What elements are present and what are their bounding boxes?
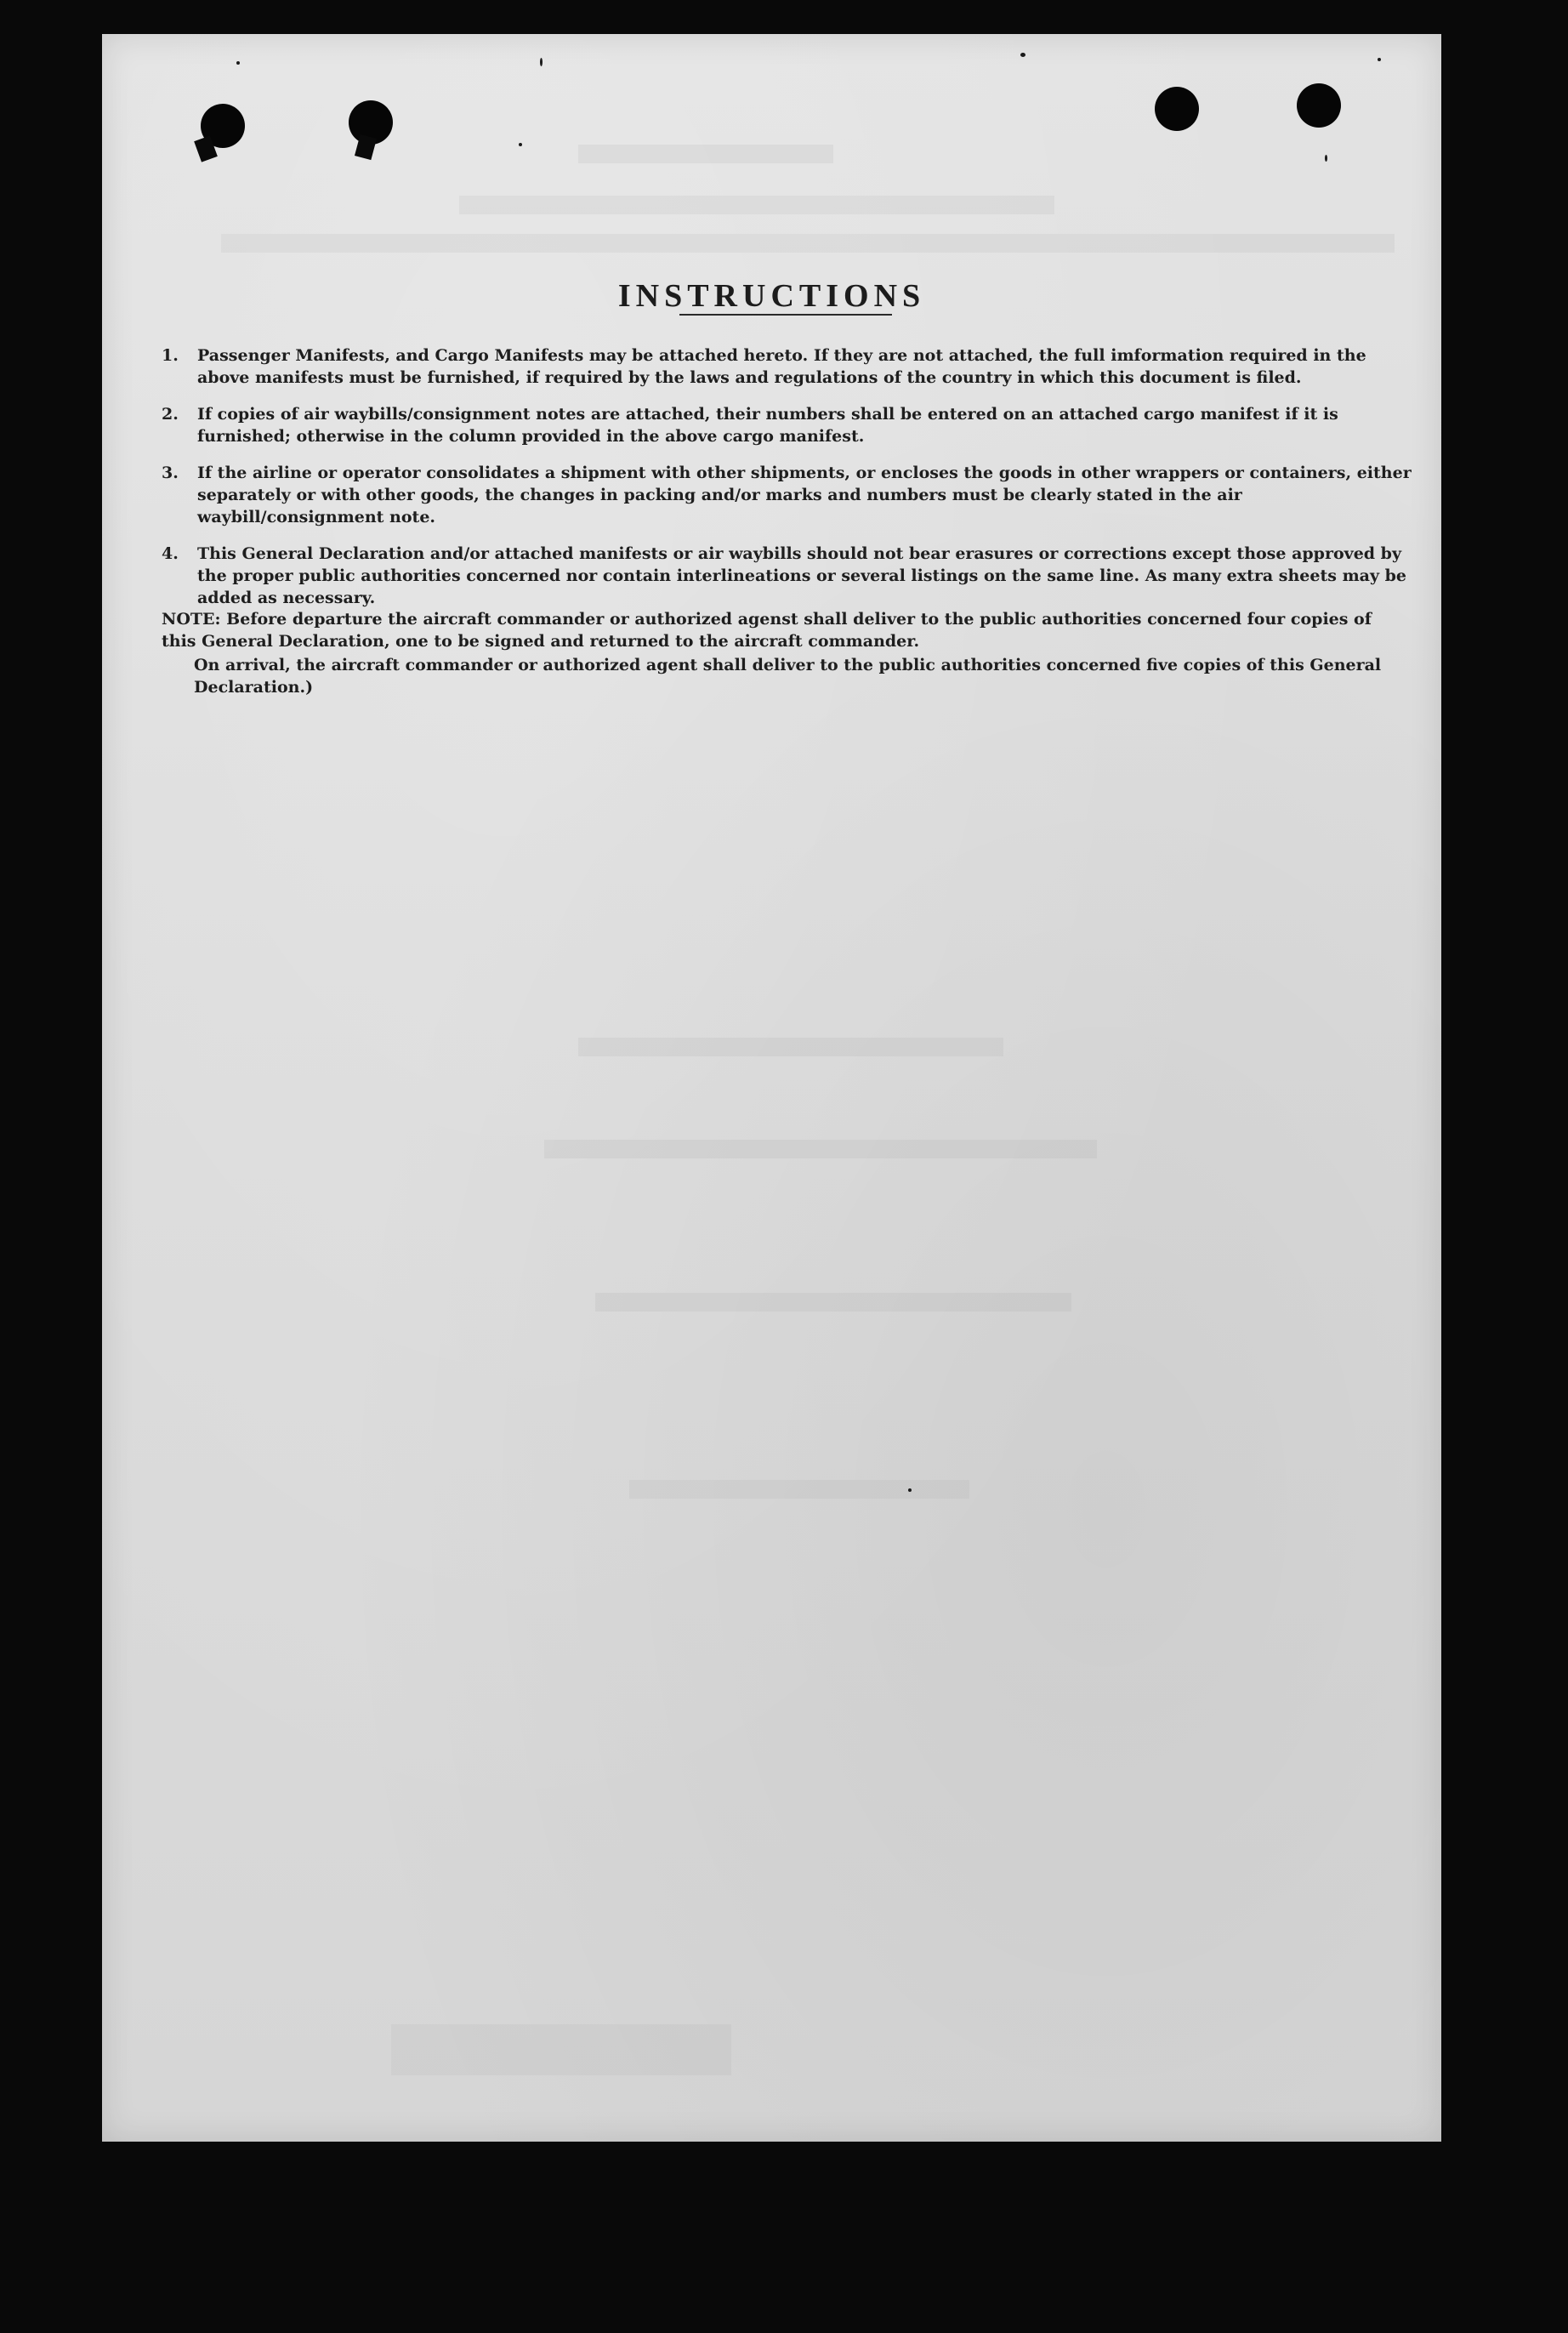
- note-paragraph-arrival: On arrival, the aircraft commander or authorized agent shall deliver to the public authorities concerned five copies of this General Declaration.): [194, 656, 1382, 697]
- note-block: [162, 608, 1412, 700]
- list-item: [162, 543, 1412, 609]
- item-text: This General Declaration and/or attached manifests or air waybills should not bear erasures or corrections except those approved by the proper public authorities concerned nor contain interlineations or several listings on the same line. As many extra sheets may be added as necessary.: [197, 544, 1407, 607]
- item-text: If copies of air waybills/consignment notes are attached, their numbers shall be entered on an attached cargo manifest if it is furnished; otherwise in the column provided in the above cargo manifest.: [197, 405, 1338, 446]
- bleed-through-block-4: [578, 1038, 1003, 1056]
- punch-hole-3: [1155, 87, 1199, 131]
- note-paragraph-departure: NOTE: Before departure the aircraft commander or authorized agenst shall deliver to the public authorities concerned four copies of this General Declaration, one to be signed and returned to the aircraft commander.: [162, 610, 1372, 651]
- list-item: [162, 344, 1412, 389]
- item-text: Passenger Manifests, and Cargo Manifests may be attached hereto. If they are not attached, the full imformation required in the above manifests must be furnished, if required by the laws and regulations of the country in which this document is filed.: [197, 346, 1366, 387]
- bleed-through-block-8: [391, 2024, 731, 2075]
- bleed-through-block-5: [544, 1140, 1097, 1158]
- paper-sheet: [102, 34, 1441, 2142]
- item-number: 1.: [162, 346, 179, 365]
- page-title: INSTRUCTIONS: [617, 278, 926, 315]
- item-number: 3.: [162, 464, 179, 482]
- punch-hole-2: [349, 100, 393, 145]
- item-number: 2.: [162, 405, 179, 424]
- bleed-through-block-3: [221, 234, 1395, 253]
- instructions-list: [162, 344, 1412, 623]
- bleed-through-block-1: [578, 145, 833, 163]
- bleed-through-block-2: [459, 196, 1054, 214]
- item-number: 4.: [162, 544, 179, 563]
- bleed-through-block-6: [595, 1293, 1071, 1312]
- bleed-through-block-7: [629, 1480, 969, 1499]
- list-item: [162, 403, 1412, 447]
- title-underline: [679, 314, 892, 316]
- punch-hole-1: [201, 104, 245, 148]
- list-item: [162, 462, 1412, 528]
- item-text: If the airline or operator consolidates a shipment with other shipments, or encloses the goods in other wrappers or containers, either separately or with other goods, the changes in packing and/or marks and numbers must be clearly stated in the air waybill/consignment note.: [197, 464, 1412, 526]
- punch-hole-4: [1297, 83, 1341, 128]
